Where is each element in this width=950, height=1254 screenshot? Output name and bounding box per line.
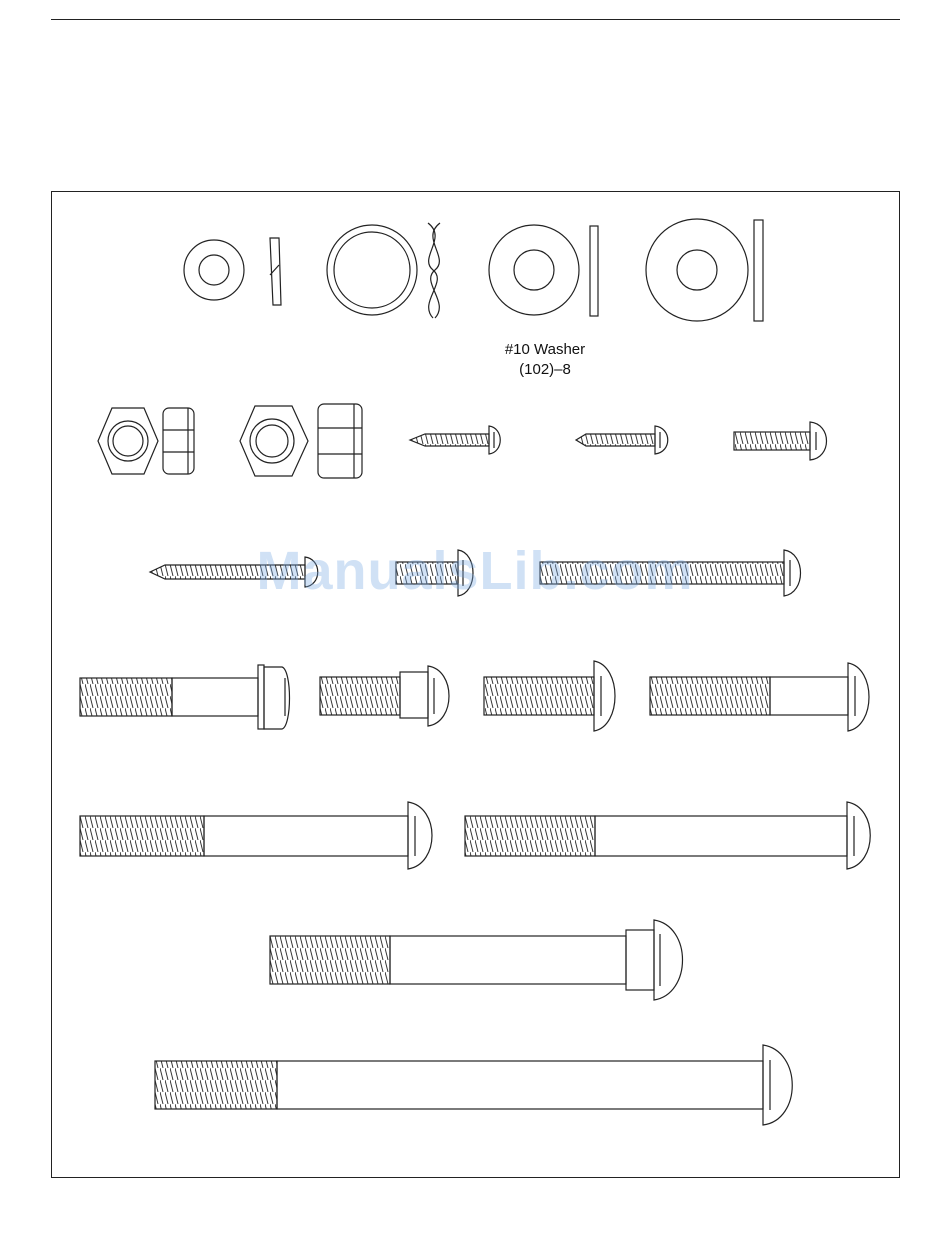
long-machine-screw-icon bbox=[540, 550, 801, 596]
machine-screw-icon bbox=[734, 422, 827, 460]
tap-screw-icon bbox=[576, 426, 668, 454]
washer-part-number: (102)–8 bbox=[519, 361, 571, 378]
shoulder-bolt-short-icon bbox=[320, 666, 449, 726]
button-bolt-medium-icon bbox=[650, 663, 869, 731]
button-bolt-short-icon bbox=[484, 661, 615, 731]
wave-washer-icon bbox=[327, 223, 440, 318]
wood-screw-icon bbox=[410, 426, 500, 454]
flange-bolt-icon bbox=[80, 665, 290, 729]
long-wood-screw-icon bbox=[150, 557, 318, 587]
longest-bolt-icon bbox=[155, 1045, 792, 1125]
lock-washer-icon bbox=[184, 238, 281, 305]
hex-nut-large-icon bbox=[240, 404, 362, 478]
large-washer-icon bbox=[646, 219, 763, 321]
washer-name: #10 Washer bbox=[504, 341, 586, 358]
long-bolt-right-icon bbox=[465, 802, 870, 869]
short-machine-screw-icon bbox=[396, 550, 473, 596]
washer-10-icon bbox=[489, 225, 598, 316]
long-bolt-left-icon bbox=[80, 802, 432, 869]
washer-label bbox=[480, 340, 610, 380]
watermark: ManualsLib.com bbox=[256, 541, 694, 601]
shoulder-bolt-long-icon bbox=[270, 920, 683, 1000]
hex-nut-small-icon bbox=[98, 408, 194, 474]
